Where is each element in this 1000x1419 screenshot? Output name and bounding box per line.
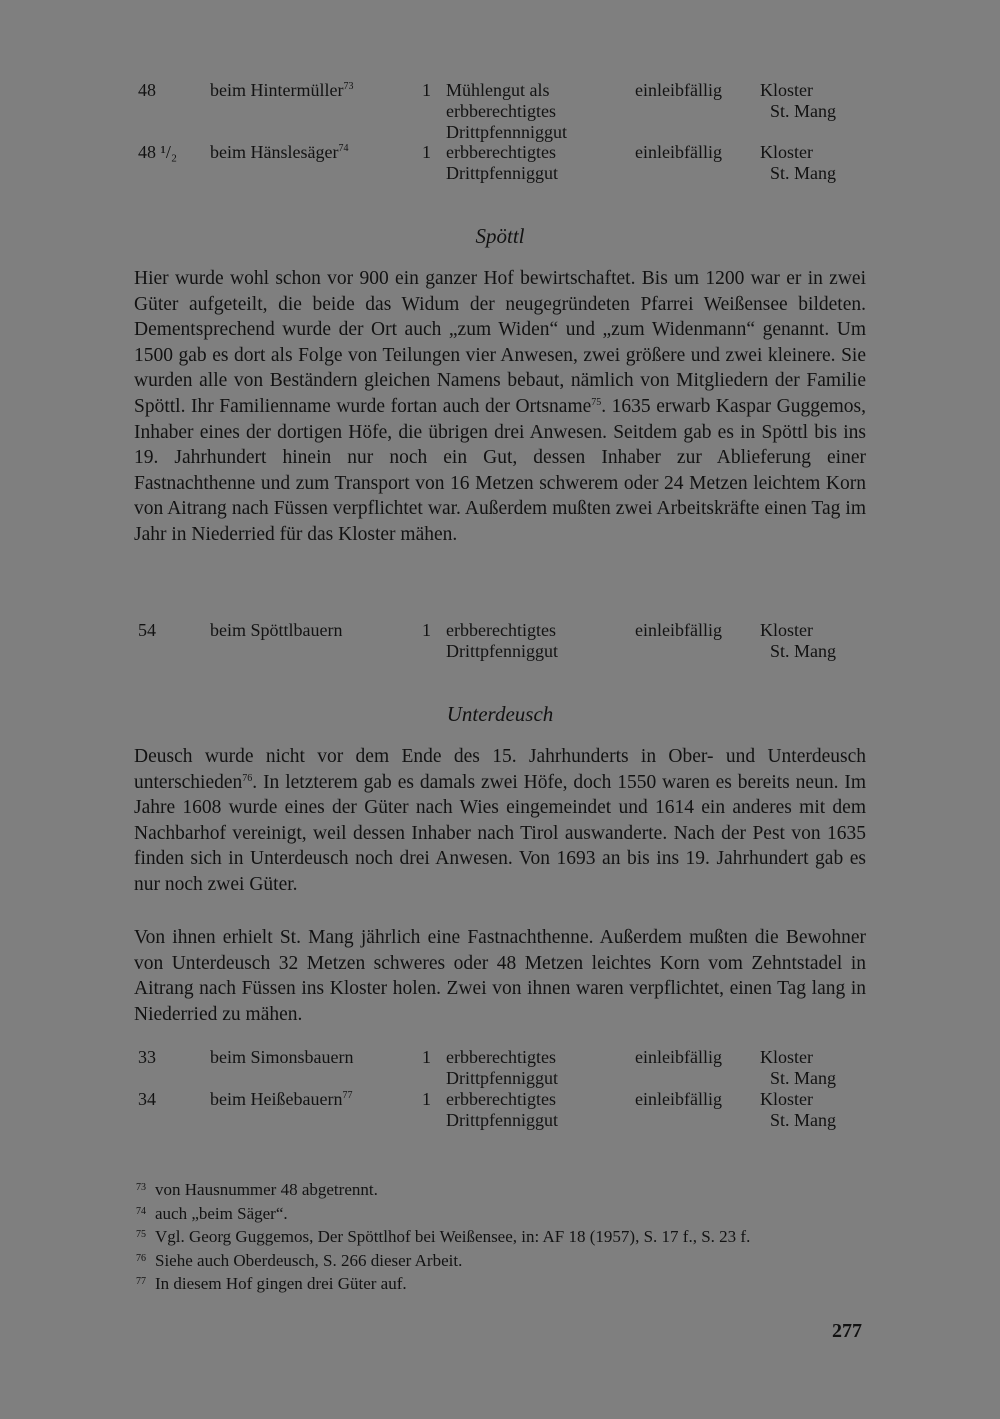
footnote: $^{73}$ von Hausnummer 48 abgetrennt. — [136, 1180, 378, 1199]
farm-name: beim Hintermüller$^{73}$ — [210, 80, 354, 100]
estate-table-2 — [138, 620, 858, 662]
table-row — [138, 1047, 858, 1089]
unit-count: 1 — [422, 1047, 431, 1067]
unit-count: 1 — [422, 80, 431, 100]
tenure-status: einleibfällig — [635, 620, 722, 640]
house-number: 33 — [138, 1047, 156, 1067]
house-number: 54 — [138, 620, 156, 640]
farm-name: beim Spöttlbauern — [210, 620, 343, 640]
unit-count: 1 — [422, 620, 431, 640]
owner: Kloster St. Mang — [760, 1047, 836, 1088]
house-number: 48 ¹/₂ — [138, 142, 178, 162]
estate-table-1 — [138, 80, 858, 184]
footnote-ref: 75 — [591, 396, 602, 408]
estate-table-3 — [138, 1047, 858, 1131]
table-row — [138, 620, 858, 662]
footnote: $^{75}$ Vgl. Georg Guggemos, Der Spöttlhof bei Weißensee, in: AF 18 (1957), S. 17 f., S. 23 f. — [136, 1227, 751, 1246]
footnote-ref: 74 — [338, 143, 349, 154]
house-number: 48 — [138, 80, 156, 100]
footnotes — [136, 1177, 868, 1295]
owner: Kloster St. Mang — [760, 142, 836, 183]
unit-count: 1 — [422, 1089, 431, 1109]
owner: Kloster St. Mang — [760, 1089, 836, 1130]
footnote-ref: 73 — [343, 81, 354, 92]
table-row — [138, 142, 858, 184]
footnote: $^{77}$ In diesem Hof gingen drei Güter auf. — [136, 1274, 407, 1293]
tenure-status: einleibfällig — [635, 1089, 722, 1109]
tenure-type: Mühlengut als erbberechtigtes Drittpfennniggut — [446, 80, 567, 142]
section-heading-spoettl: Spöttl — [475, 224, 525, 248]
section-heading-unterdeusch: Unterdeusch — [446, 702, 554, 726]
owner: Kloster St. Mang — [760, 620, 836, 661]
table-row — [138, 1089, 858, 1131]
tenure-type: erbberechtigtes Drittpfenniggut — [446, 1047, 558, 1088]
body-paragraph: Hier wurde wohl schon vor 900 ein ganzer Hof bewirtschaftet. Bis um 1200 war er in zwei Güter aufgeteilt, die beide das Widum der neugegründeten Pfarrei Weißensee bildeten. Dementsprechend wurde der Ort auch „zum Widen“ und „zum Widenmann“ genannt. Um 1500 gab es dort als Folge von Teilungen vier Anwesen, zwei größere und zwei kleinere. Sie wurden alle von Beständern gleichen Namens bebaut, nämlich von Mitgliedern der Familie Spöttl. Ihr Familienname wurde fortan auch der Ortsname$^{75}$. 1635 erwarb Kaspar Guggemos, Inhaber eines der dortigen Höfe, die übrigen drei Anwesen. Seitdem gab es in Spöttl bis ins 19. Jahrhundert hinein nur noch ein Gut, dessen Inhaber zur Ablieferung einer Fastnachthenne und zum Transport von 16 Metzen schwerem oder 24 Metzen leichtem Korn von Aitrang nach Füssen verpflichtet war. Außerdem mußten zwei Arbeitskräfte einen Tag im Jahr in Niederried für das Kloster mähen. — [134, 268, 866, 545]
page-number: 277 — [832, 1320, 862, 1342]
tenure-type: erbberechtigtes Drittpfenniggut — [446, 142, 558, 183]
farm-name: beim Hänslesäger$^{74}$ — [210, 142, 349, 162]
house-number: 34 — [138, 1089, 156, 1109]
farm-name: beim Heißebauern$^{77}$ — [210, 1089, 353, 1109]
tenure-status: einleibfällig — [635, 80, 722, 100]
footnote: $^{76}$ Siehe auch Oberdeusch, S. 266 dieser Arbeit. — [136, 1250, 463, 1270]
footnote: $^{74}$ auch „beim Säger“. — [136, 1203, 288, 1223]
body-paragraph: Von ihnen erhielt St. Mang jährlich eine Fastnachthenne. Außerdem mußten die Bewohner von Unterdeusch 32 Metzen schweres oder 48 Metzen leichtes Korn vom Zehntstadel in Aitrang nach Füssen ins Kloster holen. Zwei von ihnen waren verpflichtet, einen Tag lang in Niederried zu mähen. — [134, 927, 866, 1025]
farm-name: beim Simonsbauern — [210, 1047, 354, 1067]
tenure-type: erbberechtigtes Drittpfenniggut — [446, 620, 558, 661]
owner: Kloster St. Mang — [760, 80, 836, 121]
tenure-status: einleibfällig — [635, 1047, 722, 1067]
table-row — [138, 80, 858, 142]
tenure-status: einleibfällig — [635, 142, 722, 162]
tenure-type: erbberechtigtes Drittpfenniggut — [446, 1089, 558, 1130]
body-paragraph: Deusch wurde nicht vor dem Ende des 15. Jahrhunderts in Ober- und Unterdeusch unterschieden$^{76}$. In letzterem gab es damals zwei Höfe, doch 1550 waren es bereits neun. Im Jahre 1608 wurde eines der Güter nach Wies eingemeindet und 1614 ein anderes mit dem Nachbarhof vereinigt, weil dessen Inhaber nach Tirol auswanderte. Nach der Pest von 1635 finden sich in Unterdeusch noch drei Anwesen. Von 1693 an bis ins 19. Jahrhundert gab es nur noch zwei Güter. — [134, 746, 866, 895]
footnote-ref: 77 — [342, 1090, 353, 1101]
footnote-ref: 76 — [242, 772, 253, 784]
unit-count: 1 — [422, 142, 431, 162]
